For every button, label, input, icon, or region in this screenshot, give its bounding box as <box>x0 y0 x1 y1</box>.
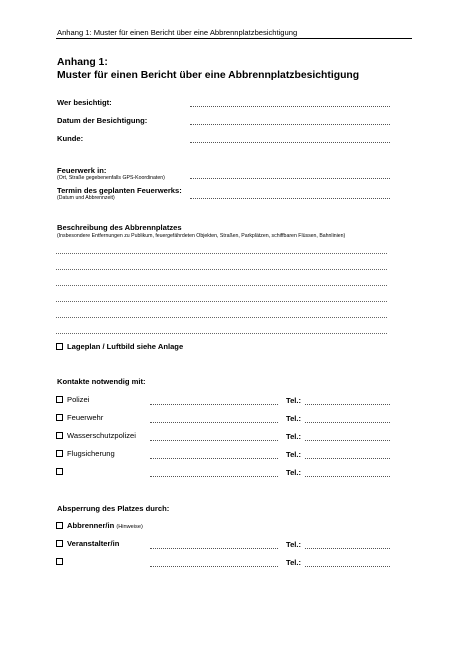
tel-field[interactable] <box>305 476 390 477</box>
contact-label-fire-brigade: Feuerwehr <box>67 413 104 422</box>
barrier-label-organizer: Veranstalter/in <box>67 539 120 548</box>
customer-label: Kunde: <box>57 134 84 143</box>
description-line[interactable] <box>56 317 387 318</box>
contact-name-field[interactable] <box>150 476 278 477</box>
tel-field[interactable] <box>305 422 390 423</box>
running-header: Anhang 1: Muster für einen Bericht über eine Abbrennplatzbesichtigung <box>57 28 298 37</box>
date-label: Datum der Besichtigung: <box>57 116 148 125</box>
barrier-name-field[interactable] <box>150 566 278 567</box>
contact-label-police: Polizei <box>67 395 90 404</box>
tel-label: Tel.: <box>286 450 302 459</box>
date-field[interactable] <box>190 124 390 125</box>
contact-checkbox-water-police[interactable] <box>56 432 63 439</box>
contact-name-field[interactable] <box>150 458 278 459</box>
barrier-checkbox-operator[interactable] <box>56 522 63 529</box>
description-heading: Beschreibung des Abbrennplatzes <box>57 223 182 232</box>
contact-name-field[interactable] <box>150 440 278 441</box>
contact-checkbox-fire-brigade[interactable] <box>56 414 63 421</box>
tel-field[interactable] <box>305 548 390 549</box>
description-line[interactable] <box>56 253 387 254</box>
site-plan-checkbox[interactable] <box>56 343 63 350</box>
barrier-name-field[interactable] <box>150 548 278 549</box>
barrier-operator-note: (Hinweise) <box>116 524 143 530</box>
contacts-heading: Kontakte notwendig mit: <box>57 377 146 386</box>
fireworks-location-field[interactable] <box>190 178 390 179</box>
contact-name-field[interactable] <box>150 404 278 405</box>
tel-label: Tel.: <box>286 468 302 477</box>
contact-label-water-police: Wasserschutzpolizei <box>67 431 136 440</box>
description-line[interactable] <box>56 285 387 286</box>
tel-label: Tel.: <box>286 414 302 423</box>
barrier-heading: Absperrung des Platzes durch: <box>57 504 170 513</box>
planned-date-label: Termin des geplanten Feuerwerks: <box>57 186 182 195</box>
tel-label: Tel.: <box>286 558 302 567</box>
planned-date-field[interactable] <box>190 198 390 199</box>
document-title: Muster für einen Bericht über eine Abbrennplatzbesichtigung <box>57 70 360 81</box>
barrier-checkbox-other[interactable] <box>56 558 63 565</box>
inspector-label: Wer besichtigt: <box>57 98 112 107</box>
planned-date-hint: (Datum und Abbrennzeit) <box>57 195 115 201</box>
contact-name-field[interactable] <box>150 422 278 423</box>
barrier-checkbox-organizer[interactable] <box>56 540 63 547</box>
document-heading-number: Anhang 1: <box>57 57 108 68</box>
tel-field[interactable] <box>305 566 390 567</box>
tel-field[interactable] <box>305 440 390 441</box>
tel-label: Tel.: <box>286 432 302 441</box>
contact-label-air-traffic: Flugsicherung <box>67 449 115 458</box>
tel-label: Tel.: <box>286 396 302 405</box>
barrier-label-operator <box>67 521 143 530</box>
description-hint: (Insbesondere Entfernungen zu Publikum, feuergefährdeten Objekten, Straßen, Parkplätzen, schiffbaren Flüssen, Bahnlinien) <box>57 233 346 239</box>
contact-checkbox-other[interactable] <box>56 468 63 475</box>
tel-field[interactable] <box>305 458 390 459</box>
description-line[interactable] <box>56 301 387 302</box>
contact-checkbox-air-traffic[interactable] <box>56 450 63 457</box>
customer-field[interactable] <box>190 142 390 143</box>
contact-checkbox-police[interactable] <box>56 396 63 403</box>
barrier-operator-text: Abbrenner/in <box>67 521 115 530</box>
tel-field[interactable] <box>305 404 390 405</box>
fireworks-location-hint: (Ort, Straße gegebenenfalls GPS-Koordinaten) <box>57 175 165 181</box>
fireworks-location-label: Feuerwerk in: <box>57 166 107 175</box>
description-line[interactable] <box>56 333 387 334</box>
tel-label: Tel.: <box>286 540 302 549</box>
site-plan-label: Lageplan / Luftbild siehe Anlage <box>67 342 184 351</box>
inspector-field[interactable] <box>190 106 390 107</box>
description-line[interactable] <box>56 269 387 270</box>
header-rule <box>56 38 412 39</box>
